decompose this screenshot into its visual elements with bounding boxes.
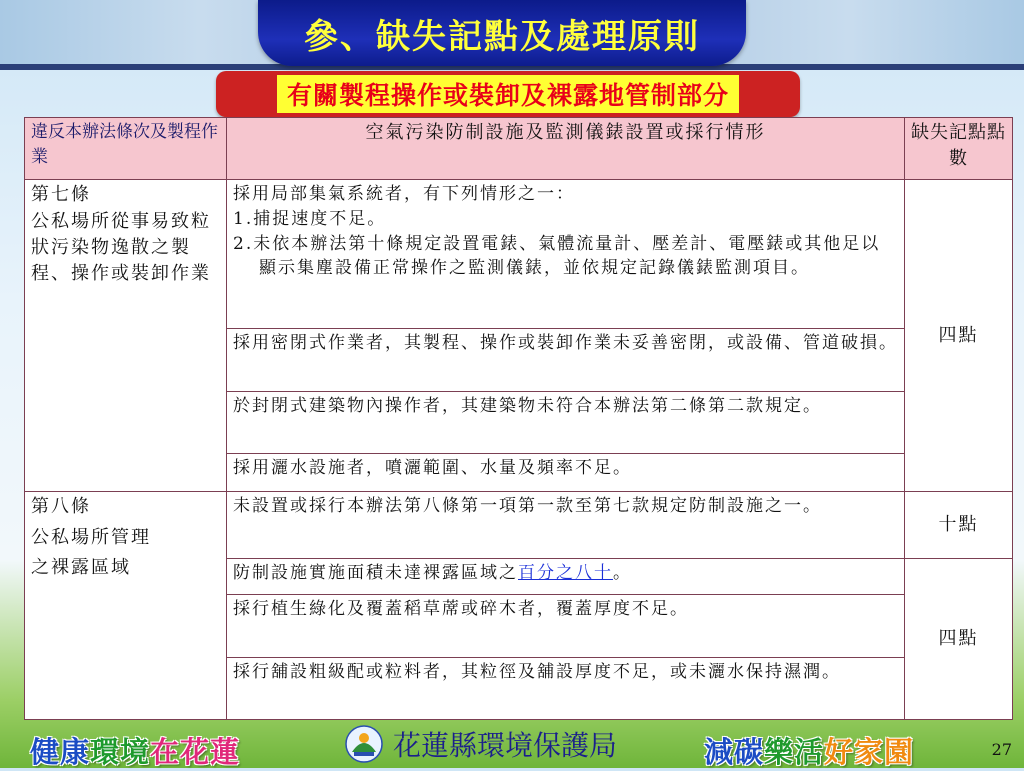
article8-group-points: 四點 (905, 558, 1013, 719)
article8-row2 (227, 558, 905, 594)
article7-cell (25, 180, 227, 492)
footer-bar (0, 720, 1024, 768)
page-number: 27 (991, 740, 1012, 759)
article7-label: 第七條 (31, 184, 91, 206)
slogan-right-part3: 好家園 (824, 735, 915, 769)
title-banner (258, 0, 746, 66)
eighty-percent-link[interactable]: 百分之八十 (518, 562, 613, 583)
slogan-left-part3: 在花蓮 (150, 735, 241, 769)
article7-row1-item2: 2.未依本辦法第十條規定設置電錶、氣體流量計、壓差計、電壓錶或其他足以顯示集塵設備正常操作之監測儀錶，並依規定記錄儀錶監測項目。 (233, 233, 881, 279)
article7-points: 四點 (905, 180, 1013, 492)
header-article: 違反本辦法條次及製程作業 (25, 118, 227, 180)
agency-name: 花蓮縣環境保護局 (393, 729, 618, 762)
slogan-right-part1: 減碳 (704, 735, 765, 769)
article8-desc-line1: 公私場所管理 (31, 526, 151, 548)
article8-row2-text-before: 防制設施實施面積未達裸露區域之 (233, 562, 518, 583)
article8-row3: 採行植生綠化及覆蓋稻草蓆或碎木者，覆蓋厚度不足。 (227, 595, 905, 657)
article8-row4: 採行舖設粗級配或粒料者，其粒徑及舖設厚度不足，或未灑水保持濕潤。 (227, 657, 905, 719)
article8-row1: 未設置或採行本辦法第八條第一項第一款至第七款規定防制設施之一。 (227, 492, 905, 558)
table-row (25, 492, 1013, 558)
agency-logo-icon (344, 724, 384, 764)
subtitle: 有關製程操作或裝卸及裸露地管制部分 (277, 75, 739, 113)
article7-desc: 公私場所從事易致粒狀污染物逸散之製程、操作或裝卸作業 (31, 210, 211, 284)
article7-row3: 於封閉式建築物內操作者，其建築物未符合本辦法第二條第二款規定。 (227, 391, 905, 453)
slogan-right-part2: 樂活 (764, 735, 825, 769)
article8-cell (25, 492, 227, 720)
penalty-table (24, 117, 1013, 720)
page-title: 參、缺失記點及處理原則 (304, 16, 700, 57)
article7-row1-intro: 採用局部集氣系統者，有下列情形之一： (233, 184, 575, 205)
article8-desc-line2: 之裸露區域 (31, 556, 131, 578)
article8-row2-text-after: 。 (613, 562, 632, 583)
article8-label: 第八條 (31, 496, 91, 518)
table-header-row (25, 118, 1013, 180)
slogan-right (704, 730, 914, 771)
slogan-left (30, 730, 240, 771)
article7-row1-item1: 1.捕捉速度不足。 (233, 209, 387, 230)
header-facility: 空氣污染防制設施及監測儀錶設置或採行情形 (227, 118, 905, 180)
article7-row1 (227, 180, 905, 329)
article7-row2: 採用密閉式作業者，其製程、操作或裝卸作業未妥善密閉，或設備、管道破損。 (227, 329, 905, 391)
header-points: 缺失記點點數 (905, 118, 1013, 180)
article8-row1-points: 十點 (905, 492, 1013, 558)
slogan-left-part1: 健康 (30, 735, 91, 769)
article7-row4: 採用灑水設施者，噴灑範圍、水量及頻率不足。 (227, 454, 905, 492)
subtitle-banner (216, 71, 800, 117)
slogan-left-part2: 環境 (90, 735, 151, 769)
table-row (25, 180, 1013, 329)
